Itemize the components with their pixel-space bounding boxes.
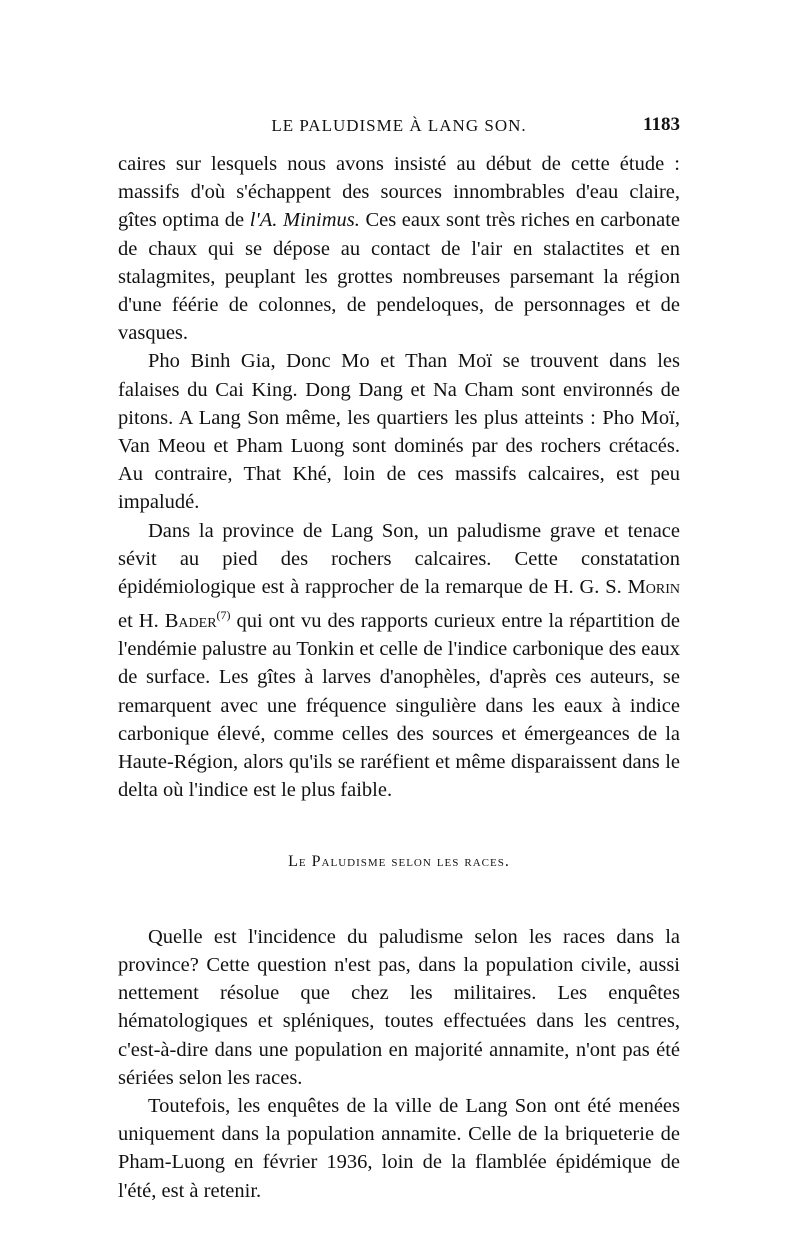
running-head: [118, 116, 680, 146]
paragraph-1: [118, 150, 680, 347]
paragraph-2: Pho Binh Gia, Donc Mo et Than Moï se trouvent dans les falaises du Cai King. Dong Dang et Na Cham sont environnés de pitons. A Lang Son même, les quartiers les plus atteints : Pho Moï, Van Meou et Pham Luong sont dominés par des rochers crétacés. Au contraire, That Khé, loin de ces massifs calcaires, est peu impaludé.: [118, 350, 680, 514]
paragraph-3-text-a: Dans la province de Lang Son, un paludisme grave et tenace sévit au pied des rochers calcaires. Cette constatation épidémiologique est à rapprocher de la remarque de H. G. S.: [118, 519, 680, 599]
running-head-title: LE PALUDISME À LANG SON.: [271, 116, 527, 135]
paragraph-1-text-a: caires sur lesquels nous avons insisté au début de cette étude : massifs d'où s'échappent des sources innombrables d'eau claire, gîtes optima de: [118, 153, 680, 232]
paragraph-4: Quelle est l'incidence du paludisme selon les races dans la province? Cette question n'est pas, dans la population civile, aussi nettement résolue que chez les militaires. Les enquêtes hématologiques et spléniques, toutes effectuées dans les centres, c'est-à-dire dans une population en majorité annamite, n'ont pas été sériées selon les races.: [118, 925, 680, 1089]
paragraph-3-text-c: qui ont vu des rapports curieux entre la répartition de l'endémie palustre au Tonkin et celle de l'indice carbonique des eaux de surface. Les gîtes à larves d'anophèles, d'après ces auteurs, se remarquent avec une fréquence singulière dans les eaux à indice carbonique élevé, comme celles des sources et émergeances de la Haute-Région, alors qu'ils se raréfient et même disparaissent dans le delta où l'indice est le plus faible.: [118, 610, 680, 802]
paragraph-3: [118, 517, 680, 805]
paragraph-3-text-b: et H.: [118, 610, 165, 633]
section-heading: Le Paludisme selon les races.: [288, 852, 510, 870]
author-bader: Bader: [164, 610, 217, 633]
page-number: 1183: [643, 114, 680, 135]
body-text: [118, 150, 680, 1205]
paragraph-1-text-b: Ces eaux sont très riches en carbonate de chaux qui se dépose au contact de l'air en stalactites et en stalagmites, peuplant les grottes nombreuses parsemant la région d'une féérie de colonnes, de pendeloques, de personnages et de vasques.: [118, 209, 680, 345]
paragraph-5: Toutefois, les enquêtes de la ville de Lang Son ont été menées uniquement dans la population annamite. Celle de la briqueterie de Pham-Luong en février 1936, loin de la flamblée épidémique de l'été, est à retenir.: [118, 1094, 680, 1202]
reference-marker: (7): [216, 608, 231, 623]
author-morin: Morin: [627, 576, 680, 599]
species-name: l'A. Minimus.: [249, 209, 360, 232]
